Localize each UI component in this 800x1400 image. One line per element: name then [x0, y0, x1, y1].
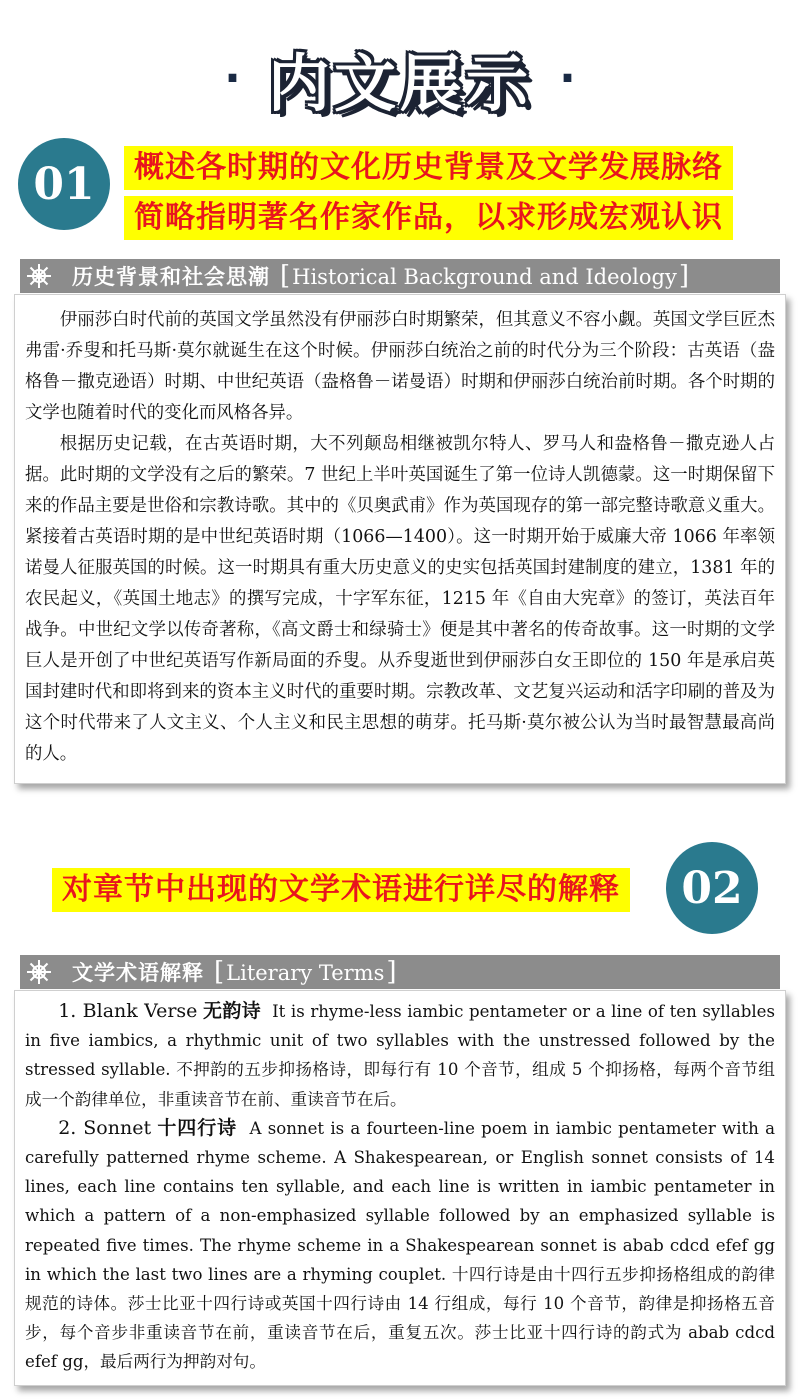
paragraph: 根据历史记载，在古英语时期，大不列颠岛相继被凯尔特人、罗马人和盎格鲁－撒克逊人占据。此时期的文学没有之后的繁荣。7 世纪上半叶英国诞生了第一位诗人凯德蒙。这一时期保留下来的作品主要是世俗和宗教诗歌。其中的《贝奥武甫》作为英国现存的第一部完整诗歌意义重大。紧接着古英语时期的是中世纪英语时期（1066—1400）。这一时期开始于威廉大帝 1066 年率领诺曼人征服英国的时候。这一时期具有重大历史意义的史实包括英国封建制度的建立，1381 年的农民起义，《英国土地志》的撰写完成，十字军东征，1215 年《自由大宪章》的签订，英法百年战争。中世纪文学以传奇著称，《高文爵士和绿骑士》便是其中著名的传奇故事。这一时期的文学巨人是开创了中世纪英语写作新局面的乔叟。从乔叟逝世到伊丽莎白女王即位的 150 年是承启英国封建时代和即将到来的资本主义时代的重要时期。宗教改革、文艺复兴运动和活字印刷的普及为这个时代带来了人文主义、个人主义和民主思想的萌芽。托马斯·莫尔被公认为当时最智慧最高尚的人。: [25, 434, 775, 764]
section-title-en: [212, 957, 399, 987]
term-label-cn: 无韵诗: [203, 1000, 261, 1022]
highlight-line: 对章节中出现的文学术语进行详尽的解释: [52, 868, 630, 912]
term-label-cn: 十四行诗: [157, 1116, 238, 1139]
title-dot-left: ·: [224, 53, 241, 104]
term-entry: [25, 1114, 775, 1377]
term-label-en: 2. Sonnet: [58, 1116, 152, 1139]
section-title-en-text: Literary Terms: [226, 961, 385, 985]
bracket-close: ]: [386, 957, 397, 987]
title-text: 内文展示: [267, 47, 532, 120]
section-title-en: [278, 261, 691, 291]
term-entry: [25, 997, 775, 1114]
highlight-line: 简略指明著名作家作品，以求形成宏观认识: [124, 196, 733, 240]
section-title-cn: 历史背景和社会思潮: [72, 265, 270, 289]
term-definition: It is rhyme-less iambic pentameter or a line of ten syllables in five iambics, a rhythmic unit of two syllables with the unstressed followed by the stressed syllable. 不押韵的五步抑扬格诗，即每行有 10 个音节，组成 5 个抑扬格，每两个音节组成一个韵律单位，非重读音节在前、重读音节在后。: [25, 1002, 775, 1109]
bracket-open: [: [214, 957, 225, 987]
page-title: [0, 34, 800, 123]
bracket-close: ]: [678, 261, 689, 291]
bracket-open: [: [280, 261, 291, 291]
section-title-en-text: Historical Background and Ideology: [292, 265, 677, 289]
term-label-en: 1. Blank Verse: [58, 1000, 198, 1022]
highlight-line: 概述各时期的文化历史背景及文学发展脉络: [124, 146, 733, 190]
content-box-terms: [14, 990, 786, 1386]
content-box-history: [14, 294, 786, 784]
ship-wheel-icon: [26, 263, 52, 289]
section-number-badge: 02: [666, 842, 758, 934]
section-title-cn: 文学术语解释: [72, 961, 204, 985]
term-definition: A sonnet is a fourteen-line poem in iambic pentameter with a carefully patterned rhyme scheme. A Shakespearean, or English sonnet consists of 14 lines, each line contains ten syllable, and each line is written in iambic pentameter in which a pattern of a non-emphasized syllable followed by an emphasized syllable is repeated five times. The rhyme scheme in a Shakespearean sonnet is abab cdcd efef gg in which the last two lines are a rhyming couplet. 十四行诗是由十四行五步抑扬格组成的韵律规范的诗体。莎士比亚十四行诗或英国十四行诗由 14 行组成，每行 10 个音节，韵律是抑扬格五音步，每个音步非重读音节在前，重读音节在后，重复五次。莎士比亚十四行诗的韵式为 abab cdcd efef gg，最后两行为押韵对句。: [25, 1118, 775, 1372]
ship-wheel-icon: [26, 959, 52, 985]
title-dot-right: ·: [559, 53, 576, 104]
section-title-bar: [20, 955, 780, 989]
paragraph: 伊丽莎白时代前的英国文学虽然没有伊丽莎白时期繁荣，但其意义不容小觑。英国文学巨匠杰弗雷·乔叟和托马斯·莫尔就诞生在这个时候。伊丽莎白统治之前的时代分为三个阶段：古英语（盎格鲁－撒克逊语）时期、中世纪英语（盎格鲁－诺曼语）时期和伊丽莎白统治前时期。各个时期的文学也随着时代的变化而风格各异。: [25, 310, 775, 423]
section-number-badge: 01: [18, 138, 110, 230]
section-title-bar: [20, 259, 780, 293]
